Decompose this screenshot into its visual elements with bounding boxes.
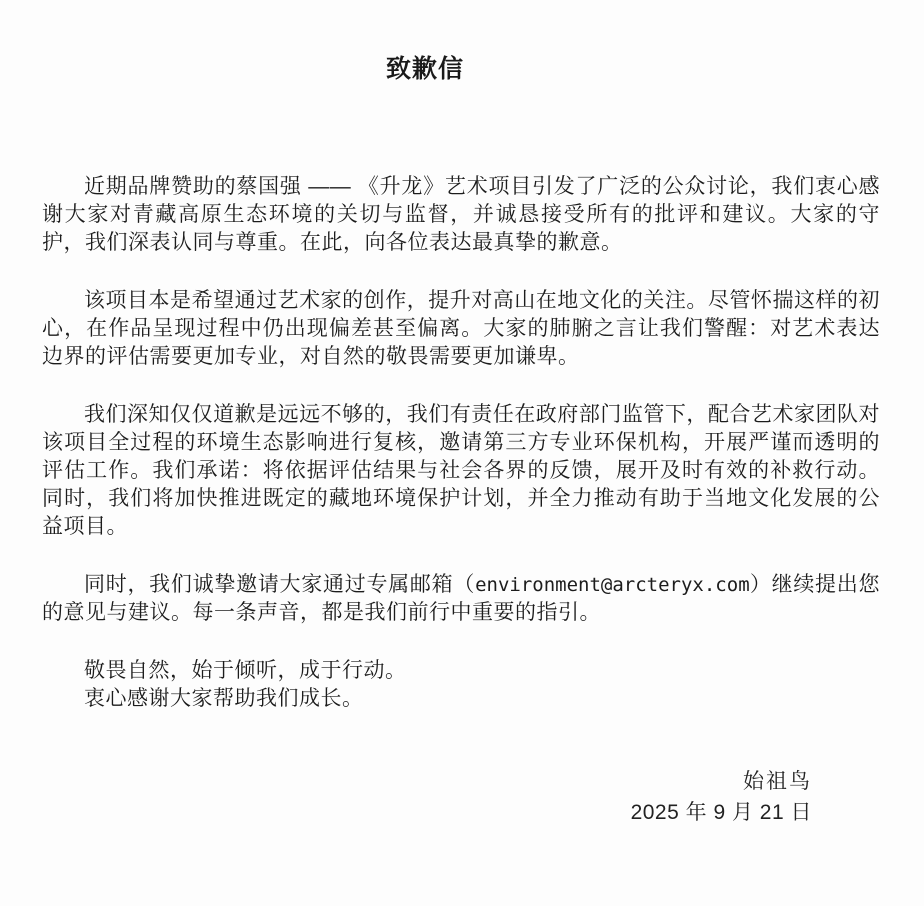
paragraph-4-text-before-email: 同时，我们诚挚邀请大家通过专属邮箱（ [84, 573, 476, 596]
paragraph-4 [42, 571, 880, 627]
paragraph-1: 近期品牌赞助的蔡国强 —— 《升龙》艺术项目引发了广泛的公众讨论，我们衷心感谢大家对青藏高原生态环境的关切与监督，并诚恳接受所有的批评和建议。大家的守护，我们深表认同与尊重。在此，向各位表达最真挚的歉意。 [42, 175, 880, 254]
closing-line-2: 衷心感谢大家帮助我们成长。 [84, 687, 364, 710]
email-address: environment@arcteryx.com [475, 574, 750, 596]
closing-line-1: 敬畏自然，始于倾听，成于行动。 [84, 659, 407, 682]
paragraph-2: 该项目本是希望通过艺术家的创作，提升对高山在地文化的关注。尽管怀揣这样的初心，在作品呈现过程中仍出现偏差甚至偏离。大家的肺腑之言让我们警醒：对艺术表达边界的评估需要更加专业，对自然的敬畏需要更加谦卑。 [42, 289, 880, 368]
closing-block [42, 657, 880, 713]
paragraph-4-text-after-email: ）继续提出您的意见与建议。每一条声音，都是我们前行中重要的指引。 [42, 573, 881, 624]
letter-body [0, 173, 924, 828]
signature-date: 2025 年 9 月 21 日 [630, 801, 812, 824]
paragraph-3: 我们深知仅仅道歉是远远不够的，我们有责任在政府部门监管下，配合艺术家团队对该项目全过程的环境生态影响进行复核，邀请第三方专业环保机构，开展严谨而透明的评估工作。我们承诺：将依据评估结果与社会各界的反馈，展开及时有效的补救行动。同时，我们将加快推进既定的藏地环境保护计划，并全力推动有助于当地文化发展的公益项目。 [42, 403, 880, 538]
signature-block [42, 766, 880, 828]
signature-name: 始祖鸟 [743, 770, 812, 793]
letter-title: 致歉信 [385, 55, 464, 83]
